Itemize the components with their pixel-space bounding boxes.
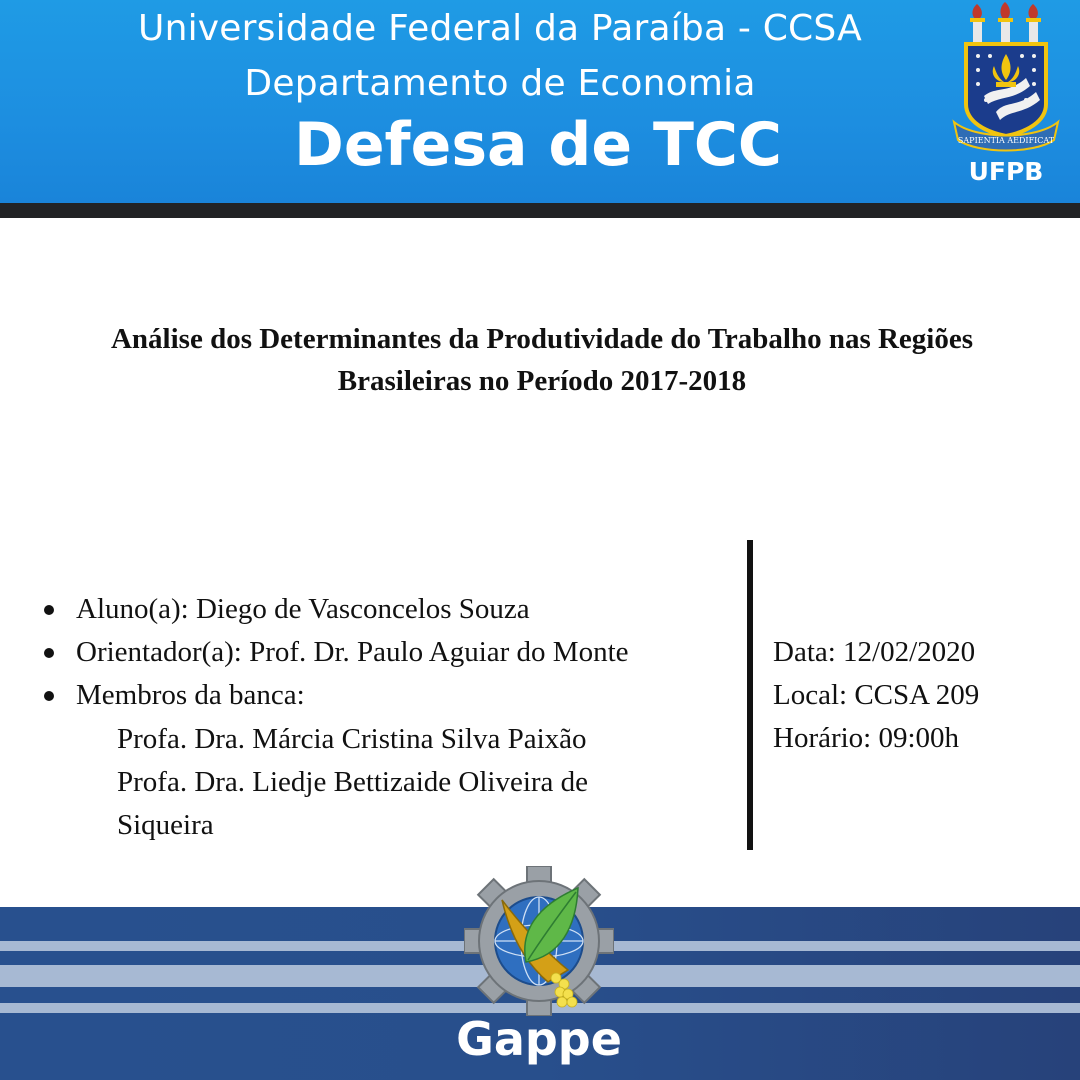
thesis-title <box>40 318 1044 402</box>
thesis-title-line2: Brasileiras no Período 2017-2018 <box>337 365 747 397</box>
committee-item <box>44 674 724 717</box>
header-divider <box>0 203 1080 218</box>
bullet-icon <box>44 648 54 658</box>
event-info <box>773 631 1073 760</box>
committee-label: Membros da banca: <box>76 679 305 711</box>
vertical-divider <box>747 540 753 850</box>
header-banner <box>0 0 1080 203</box>
advisor-item <box>44 631 724 674</box>
committee-members <box>117 718 677 847</box>
bullet-icon <box>44 691 54 701</box>
committee-member: Siqueira <box>117 809 214 841</box>
ufpb-crest-icon <box>946 0 1066 195</box>
student-text: Aluno(a): Diego de Vasconcelos Souza <box>76 593 530 625</box>
ufpb-logo-text: UFPB <box>968 157 1044 186</box>
defense-details <box>44 588 724 717</box>
university-name: Universidade Federal da Paraíba - CCSA <box>138 8 862 49</box>
crest-motto: SAPIENTIA AEDIFICAT <box>957 136 1055 145</box>
bullet-icon <box>44 605 54 615</box>
page-title: Defesa de TCC <box>294 110 782 180</box>
event-location: Local: CCSA 209 <box>773 679 980 711</box>
student-item <box>44 588 724 631</box>
department-name: Departamento de Economia <box>244 63 756 104</box>
event-date: Data: 12/02/2020 <box>773 636 976 668</box>
committee-member: Profa. Dra. Márcia Cristina Silva Paixão <box>117 723 587 755</box>
advisor-text: Orientador(a): Prof. Dr. Paulo Aguiar do Monte <box>76 636 629 668</box>
gappe-gear-leaf-icon <box>464 866 614 1016</box>
event-time: Horário: 09:00h <box>773 722 960 754</box>
committee-member: Profa. Dra. Liedje Bettizaide Oliveira de <box>117 766 589 798</box>
thesis-title-line1: Análise dos Determinantes da Produtividade do Trabalho nas Regiões <box>110 323 974 355</box>
gappe-logo-text: Gappe <box>456 1012 622 1066</box>
